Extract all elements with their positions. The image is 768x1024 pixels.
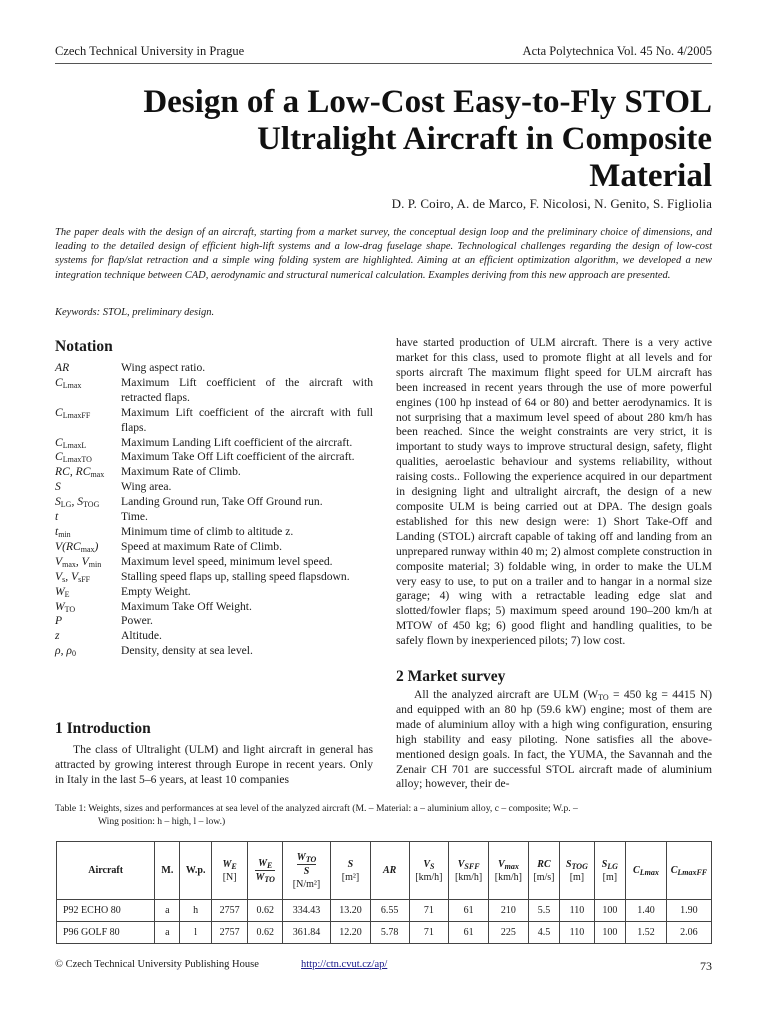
abstract: The paper deals with the design of an aircraft, starting from a market survey, the conceptual design loop and the preliminary choice of dimensions, and leading to the detailed design of efficient high-lift systems and a low-drag fuselage shape. Technological challenges regarding the design of low-cost systems for flap/slat retraction and a simple wing folding system are highlighted. Aiming at an efficient optimization algorithm, we developed a new integration technique between CAD, aerodynamic and structural numerical calculation. Examples deriving from this new approach are presented. [55,227,712,281]
notation-item [55,436,373,451]
notation-symbol: $V(RC_{max})$ [55,539,99,554]
notation-item [55,570,373,585]
cell-we-wto: 0.62 [248,900,283,922]
col-stog: $S_{TOG}$ [m] [560,842,595,900]
title-line-3: Material [589,158,712,194]
table-header-row [57,842,712,900]
col-s: S [m²] [331,842,371,900]
market-survey-heading: 2 Market survey [396,668,506,685]
footer-copyright: © Czech Technical University Publishing House [55,959,259,970]
cell-vs: 71 [409,900,449,922]
notation-symbol: S [55,480,61,494]
running-header [55,44,712,60]
notation-symbol: $S_{LG}$, $S_{TOG}$ [55,495,100,510]
cell-ar: 6.55 [370,900,409,922]
notation-item [55,600,373,615]
notation-definition: Altitude. [121,629,162,643]
notation-symbol: $V_{max}$, $V_{min}$ [55,554,102,569]
cell-we: 2757 [211,900,248,922]
notation-symbol: $C_{LmaxL}$ [55,435,87,450]
notation-symbol: $W_E$ [55,584,70,599]
notation-definition: Maximum Lift coefficient of the aircraft with retracted flaps. [121,375,373,404]
cell-stog: 110 [560,922,595,944]
notation-symbol: $V_s$, $V_{sFF}$ [55,569,91,584]
col-clmax: $C_{Lmax}$ [626,842,667,900]
cell-s: 13.20 [331,900,371,922]
notation-definition: Power. [121,614,153,628]
notation-symbol: RC, $RC_{max}$ [55,465,105,480]
notation-symbol: $C_{LmaxTO}$ [55,450,92,465]
notation-definition: Maximum Take Off Weight. [121,599,252,613]
cell-s: 12.20 [331,922,371,944]
col-material: M. [155,842,180,900]
notation-item [55,406,373,436]
cell-vsff: 61 [449,922,489,944]
notation-item [55,480,373,495]
notation-item [55,540,373,555]
cell-slg: 100 [594,922,625,944]
cell-vsff: 61 [449,900,489,922]
col-slg: $S_{LG}$ [m] [594,842,625,900]
page-number: 73 [700,959,712,973]
cell-clmaxff: 2.06 [666,922,711,944]
col-wto-s: $\frac{W_{TO}}{S}$ [N/m²] [282,842,330,900]
cell-wp: h [180,900,211,922]
notation-item [55,510,373,525]
cell-slg: 100 [594,900,625,922]
notation-item [55,614,373,629]
notation-definition: Density, density at sea level. [121,644,253,658]
col-wing-position: W.p. [180,842,211,900]
header-rule [55,63,712,64]
notation-item [55,555,373,570]
header-institution: Czech Technical University in Prague [55,44,245,58]
notation-definition: Minimum time of climb to altitude z. [121,524,294,538]
col-we-wto: $\frac{W_E}{W_{TO}}$ [248,842,283,900]
cell-vmax: 210 [489,900,529,922]
cell-clmax: 1.40 [626,900,667,922]
market-survey-text: All the analyzed aircraft are ULM ($W_{TO} = 450$ kg = 4415 N) and equipped with an 80 hp (59.6 kW) engine; most of them are made of aluminium alloy with a high wing configuration, ensuring high stability and easy piloting. None satisfies all the above-mentioned design goals. In fact, the YUMA, the Savannah and the Zenair CH 701 are successful STOL aircraft made of aluminium alloy; however, their de- [396,688,712,791]
notation-item [55,585,373,600]
notation-definition: Stalling speed flaps up, stalling speed flapsdown. [121,569,350,583]
notation-definition: Landing Ground run, Take Off Ground run. [121,495,323,509]
notation-definition: Empty Weight. [121,584,191,598]
notation-symbol: ρ, $\rho_0$ [55,644,76,659]
notation-symbol: t [55,510,59,524]
col-clmaxff: $C_{LmaxFF}$ [666,842,711,900]
col-rc: RC [m/s] [528,842,559,900]
notation-definition: Maximum Rate of Climb. [121,465,241,479]
author-list: D. P. Coiro, A. de Marco, F. Nicolosi, N. Genito, S. Figliolia [391,196,712,211]
cell-we: 2757 [211,922,248,944]
notation-symbol: $C_{LmaxFF}$ [55,405,91,420]
notation-definition: Maximum level speed, minimum level speed. [121,554,333,568]
col-ar: AR [370,842,409,900]
notation-symbol: z [55,629,60,643]
cell-m: a [155,922,180,944]
col-vsff: $V_{SFF}$ [km/h] [449,842,489,900]
cell-we-wto: 0.62 [248,922,283,944]
introduction-text: The class of Ultralight (ULM) and light aircraft in general has attracted by growing interest through Europe in recent years. Only in Italy in the last 5–6 years, at least 10 companies [55,743,373,786]
notation-definition: Wing area. [121,480,172,494]
cell-wto-s: 334.43 [282,900,330,922]
notation-symbol: $t_{min}$ [55,524,71,539]
notation-definition: Speed at maximum Rate of Climb. [121,539,282,553]
notation-item [55,450,373,465]
notation-symbol: AR [55,361,70,374]
notation-item [55,495,373,510]
col-aircraft: Aircraft [57,842,155,900]
table-row [57,922,712,944]
notation-definition: Maximum Lift coefficient of the aircraft with full flaps. [121,405,373,434]
notation-item [55,361,373,376]
cell-rc: 5.5 [528,900,559,922]
cell-vmax: 225 [489,922,529,944]
notation-definition: Maximum Take Off Lift coefficient of the aircraft. [121,450,355,464]
notation-definition: Wing aspect ratio. [121,361,206,374]
notation-symbol: $C_{Lmax}$ [55,375,82,390]
right-column-text: have started production of ULM aircraft. There is a very active market for this class, used to promote flight at all levels and for sports aircraft The maximum flight speed for ULM aircraft has been increased in recent years through the use of more powerful engines (100 hp instead of 64 or 80) and better aerodynamics. It is not surprising that a maximum level speed of about 280 km/h has been reached. Since the weight constraints are very strict, it is important to study ways to improve structural design, safety, flight qualities, aeroelastic behaviour and systems reliability, without raising costs.. Following the experience acquired in our department in designing light and ultralight aircraft, the design of a new composite ULM is being carried out at DPA. The design goals established for this new design were: 1) Short Take-Off and Landing (STOL) aircraft capable of taking off and landing from an unprepared runway within 40 m; 2) almost complete construction in composite material; 3) foldable wing, in order to make the ULM very easy to use, to put on a trailer and to hangar in a normal size garage; 4) wing with a retractable leading edge slat and slotted/fowler flaps; 5) maximum speed around 190–200 km/h at MTOW of 450 kg; 6) good flight and handling qualities, to be safely flown by inexperienced pilots; 7) low cost. [396,336,712,648]
notation-symbol: P [55,614,63,628]
notation-definition: Time. [121,510,148,524]
notation-heading: Notation [55,338,113,355]
introduction-heading: 1 Introduction [55,720,151,737]
table-row [57,900,712,922]
notation-item [55,629,373,644]
header-journal: Acta Polytechnica Vol. 45 No. 4/2005 [522,44,712,58]
notation-item [55,465,373,480]
col-vs: $V_S$ [km/h] [409,842,449,900]
table-caption: Table 1: Weights, sizes and performances at sea level of the analyzed aircraft (M. – Material: a – aluminium alloy, c – composite; W.p. – Wing position: h – high, l – low.) [55,803,578,827]
publisher-link[interactable]: http://ctn.cvut.cz/ap/ [301,959,388,970]
cell-wp: l [180,922,211,944]
notation-definition: Maximum Landing Lift coefficient of the aircraft. [121,435,353,449]
col-we: $W_E$ [N] [211,842,248,900]
cell-name: P92 ECHO 80 [57,900,155,922]
notation-item [55,376,373,406]
keywords: Keywords: STOL, preliminary design. [55,307,215,318]
cell-name: P96 GOLF 80 [57,922,155,944]
title-line-1: Design of a Low-Cost Easy-to-Fly STOL [143,84,712,120]
cell-stog: 110 [560,900,595,922]
paper-title [55,84,712,195]
cell-rc: 4.5 [528,922,559,944]
notation-item [55,644,373,659]
cell-clmax: 1.52 [626,922,667,944]
title-line-2: Ultralight Aircraft in Composite [257,121,712,157]
cell-wto-s: 361.84 [282,922,330,944]
notation-item [55,525,373,540]
cell-ar: 5.78 [370,922,409,944]
notation-list [55,361,373,659]
notation-symbol: $W_{TO}$ [55,599,76,614]
performance-table [56,841,712,944]
cell-clmaxff: 1.90 [666,900,711,922]
col-vmax: $V_{max}$ [km/h] [489,842,529,900]
cell-vs: 71 [409,922,449,944]
cell-m: a [155,900,180,922]
